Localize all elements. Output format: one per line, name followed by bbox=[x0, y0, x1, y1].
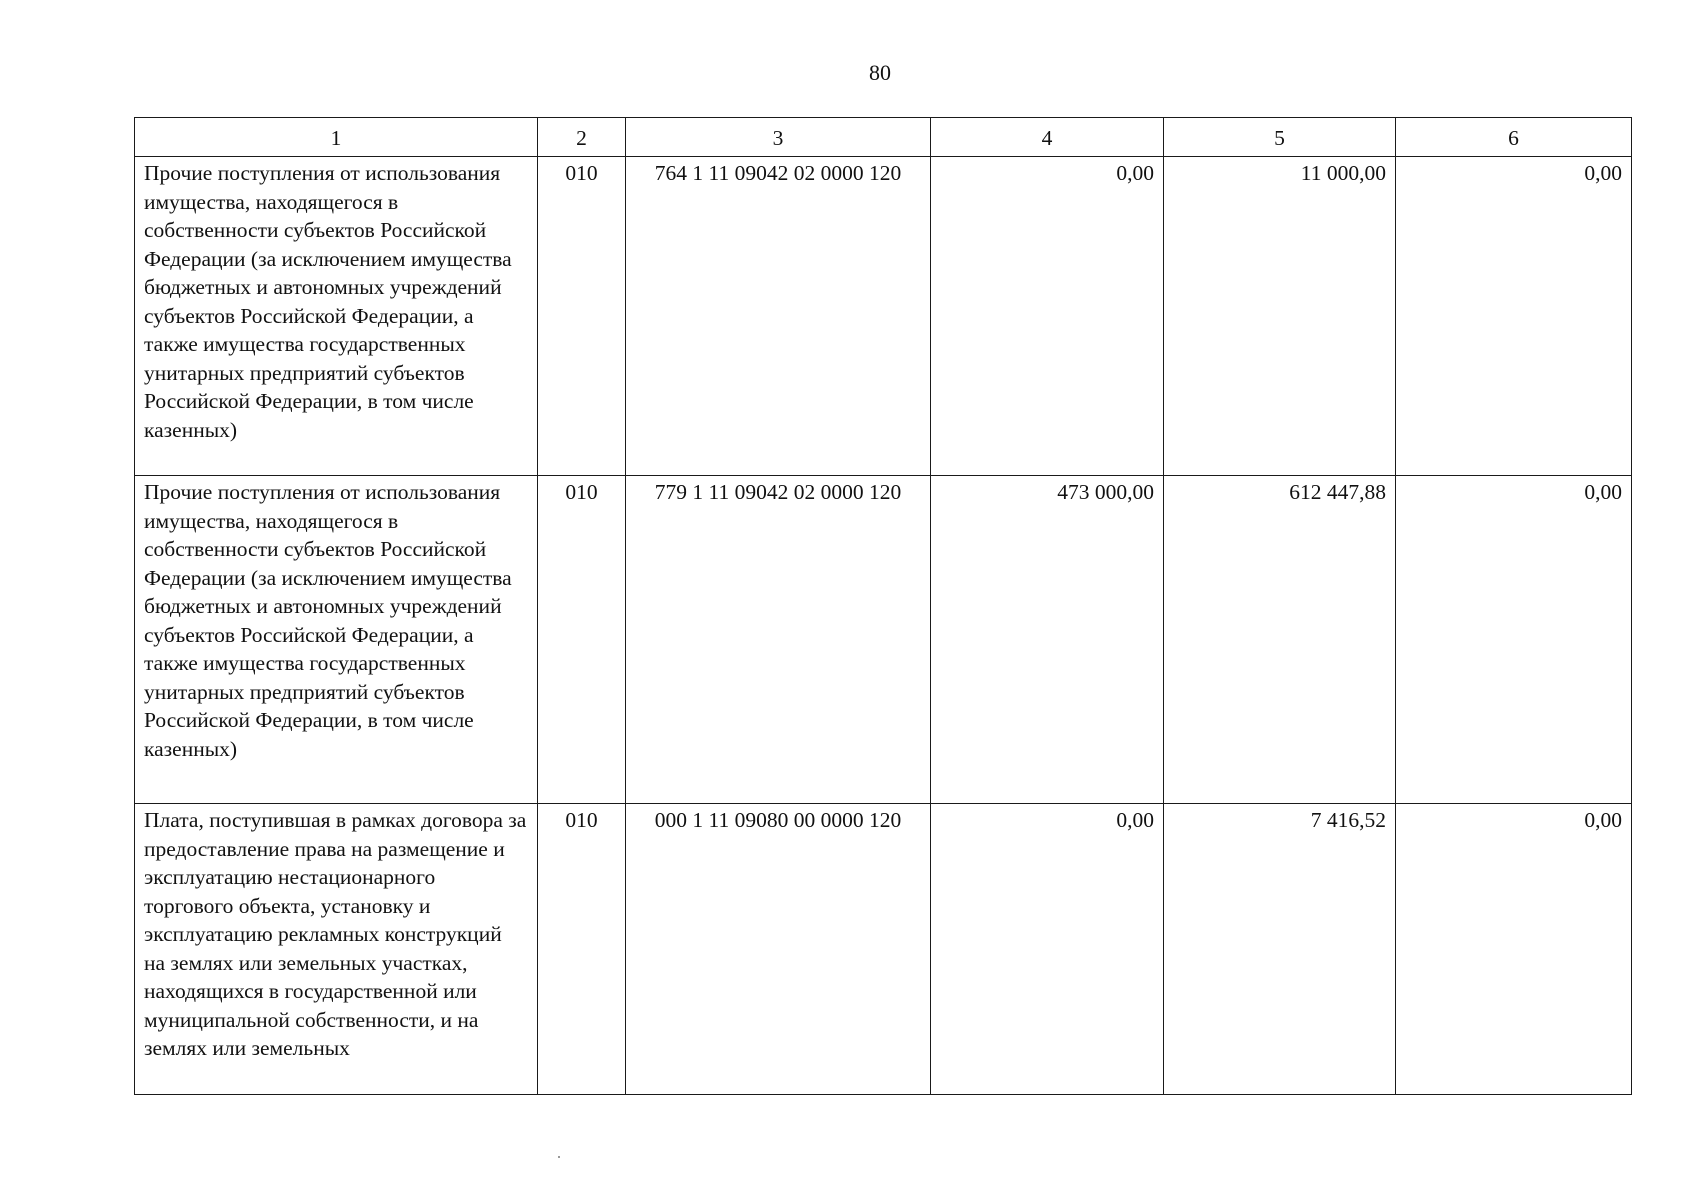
column-6-value: 0,00 bbox=[1584, 808, 1622, 832]
column-4-value-cell bbox=[931, 157, 1164, 476]
column-4-value-cell bbox=[931, 476, 1164, 804]
column-4-value: 473 000,00 bbox=[1057, 480, 1154, 504]
column-5-value: 612 447,88 bbox=[1289, 480, 1386, 504]
scan-speck bbox=[558, 1156, 560, 1158]
column-5-value-cell bbox=[1164, 804, 1396, 1095]
line-code: 010 bbox=[565, 808, 598, 832]
line-code: 010 bbox=[565, 480, 598, 504]
table-row bbox=[135, 804, 1632, 1095]
column-4-value: 0,00 bbox=[1116, 161, 1154, 185]
line-code-cell bbox=[538, 804, 626, 1095]
column-5-value: 11 000,00 bbox=[1300, 161, 1386, 185]
column-header-1: 1 bbox=[135, 118, 538, 157]
column-header-4: 4 bbox=[931, 118, 1164, 157]
income-code: 000 1 11 09080 00 0000 120 bbox=[654, 808, 902, 832]
column-6-value: 0,00 bbox=[1584, 480, 1622, 504]
line-code: 010 bbox=[565, 161, 598, 185]
column-5-value-cell bbox=[1164, 157, 1396, 476]
column-6-value-cell bbox=[1396, 476, 1632, 804]
column-header-6: 6 bbox=[1396, 118, 1632, 157]
page-number: 80 bbox=[869, 60, 891, 85]
line-code-cell bbox=[538, 476, 626, 804]
revenue-name: Прочие поступления от использования имущества, находящегося в собственности субъектов Российской Федерации (за исключением имущества бюджетных и автономных учреждений субъектов Российской Федерации, а также имущества государственных унитарных предприятий субъектов Российской Федерации, в том числе казенных) bbox=[144, 161, 512, 442]
income-code-cell bbox=[626, 476, 931, 804]
line-code-cell bbox=[538, 157, 626, 476]
budget-revenue-table bbox=[134, 117, 1632, 1095]
revenue-name: Прочие поступления от использования имущества, находящегося в собственности субъектов Российской Федерации (за исключением имущества бюджетных и автономных учреждений субъектов Российской Федерации, а также имущества государственных унитарных предприятий субъектов Российской Федерации, в том числе казенных) bbox=[144, 480, 512, 761]
column-header-2: 2 bbox=[538, 118, 626, 157]
column-5-value-cell bbox=[1164, 476, 1396, 804]
table-row bbox=[135, 157, 1632, 476]
revenue-name-cell bbox=[135, 476, 538, 804]
income-code: 764 1 11 09042 02 0000 120 bbox=[654, 161, 902, 185]
column-header-5: 5 bbox=[1164, 118, 1396, 157]
column-6-value-cell bbox=[1396, 157, 1632, 476]
column-5-value: 7 416,52 bbox=[1310, 808, 1386, 832]
table-header-row bbox=[135, 118, 1632, 157]
column-6-value: 0,00 bbox=[1584, 161, 1622, 185]
income-code-cell bbox=[626, 157, 931, 476]
income-code-cell bbox=[626, 804, 931, 1095]
table-row bbox=[135, 476, 1632, 804]
column-6-value-cell bbox=[1396, 804, 1632, 1095]
revenue-name: Плата, поступившая в рамках договора за предоставление права на размещение и эксплуатацию нестационарного торгового объекта, установку и эксплуатацию рекламных конструкций на землях или земельных участках, находящихся в государственной или муниципальной собственности, и на землях или земельных bbox=[144, 808, 527, 1060]
revenue-name-cell bbox=[135, 804, 538, 1095]
income-code: 779 1 11 09042 02 0000 120 bbox=[654, 480, 902, 504]
column-header-3: 3 bbox=[626, 118, 931, 157]
revenue-name-cell bbox=[135, 157, 538, 476]
column-4-value: 0,00 bbox=[1116, 808, 1154, 832]
column-4-value-cell bbox=[931, 804, 1164, 1095]
